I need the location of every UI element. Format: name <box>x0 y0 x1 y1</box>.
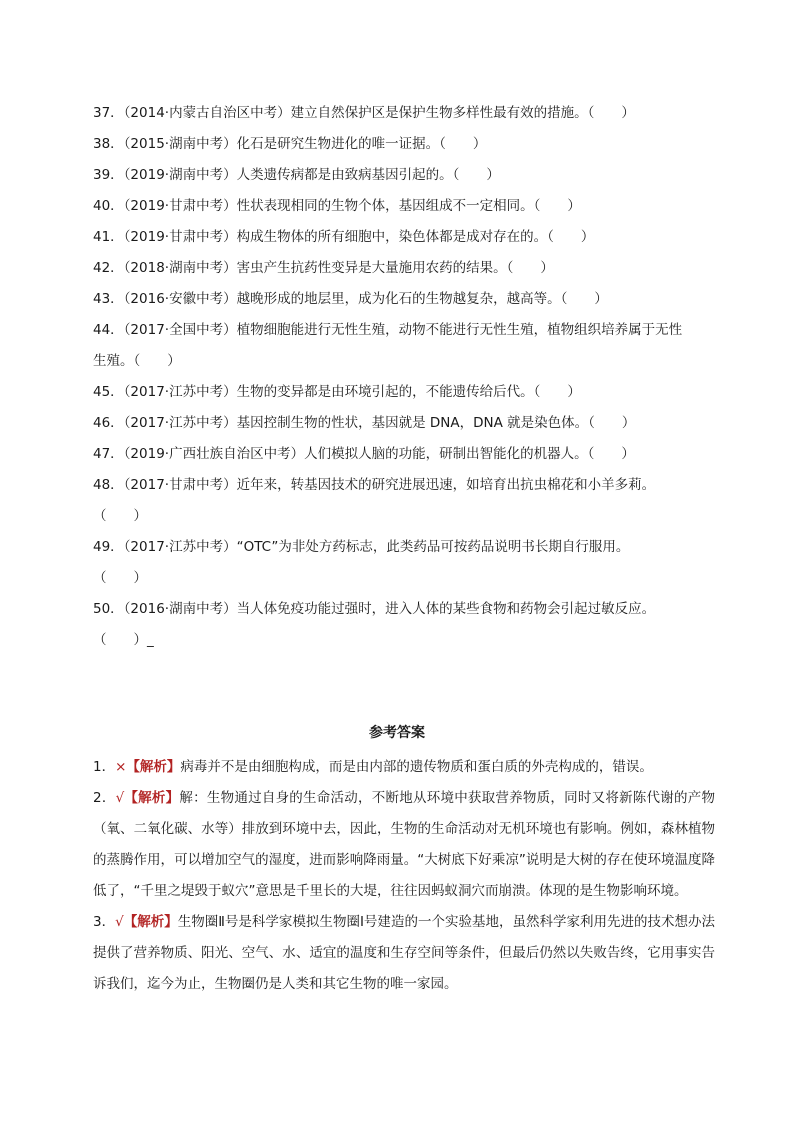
question-text: 人们模拟人脑的功能，研制出智能化的机器人。（ ） <box>304 446 635 462</box>
question-48 <box>93 470 713 501</box>
question-source: （2018·湖南中考） <box>123 260 237 276</box>
question-41 <box>93 222 713 253</box>
question-45 <box>93 377 713 408</box>
question-number: 39． <box>93 167 124 183</box>
question-source: （2015·湖南中考） <box>123 136 237 152</box>
question-text: 建立自然保护区是保护生物多样性最有效的措施。（ ） <box>290 105 635 121</box>
question-46 <box>93 408 713 439</box>
question-50-continuation: （ ）_ <box>93 632 154 648</box>
question-text: 近年来，转基因技术的研究进展迅速，如培育出抗虫棉花和小羊多莉。 <box>236 477 656 493</box>
question-source: （2017·甘肃中考） <box>123 477 237 493</box>
question-source: （2017·全国中考） <box>123 322 237 338</box>
question-39 <box>93 160 713 191</box>
question-text: 植物细胞能进行无性生殖，动物不能进行无性生殖，植物组织培养属于无性 <box>236 322 683 338</box>
answer-3 <box>93 907 715 1000</box>
question-44-continuation: 生殖。（ ） <box>93 353 181 369</box>
analysis-tag: 【解析】 <box>123 914 178 930</box>
question-source: （2019·湖南中考） <box>123 167 237 183</box>
question-source: （2016·安徽中考） <box>123 291 237 307</box>
question-source: （2016·湖南中考） <box>123 601 237 617</box>
question-number: 43． <box>93 291 124 307</box>
question-text: “OTC”为非处方药标志，此类药品可按药品说明书长期自行服用。 <box>236 539 630 555</box>
question-49-continuation: （ ） <box>93 570 147 586</box>
question-text: 生物的变异都是由环境引起的，不能遗传给后代。（ ） <box>236 384 581 400</box>
question-40 <box>93 191 713 222</box>
question-47 <box>93 439 713 470</box>
question-text: 基因控制生物的性状，基因就是 DNA，DNA 就是染色体。（ ） <box>236 415 636 431</box>
question-number: 40． <box>93 198 124 214</box>
question-number: 50． <box>93 601 124 617</box>
question-37 <box>93 98 713 129</box>
answer-text: 解：生物通过自身的生命活动，不断地从环境中获取营养物质，同时又将新陈代谢的产物（氧、二氧化碳、水等）排放到环境中去，因此，生物的生命活动对无机环境也有影响。例如，森林植物的蒸腾作用，可以增加空气的湿度，进而影响降雨量。“大树底下好乘凉”说明是大树的存在使环境温度降低了，“千里之堤毁于蚁穴”意思是千里长的大堤，往往因蚂蚁洞穴而崩溃。体现的是生物影响环境。 <box>93 790 716 899</box>
question-number: 41． <box>93 229 124 245</box>
answer-number: 3． <box>93 914 116 930</box>
question-43 <box>93 284 713 315</box>
question-number: 37． <box>93 105 124 121</box>
question-number: 38． <box>93 136 124 152</box>
answer-number: 2． <box>93 790 116 806</box>
question-list <box>93 98 713 656</box>
question-source: （2017·江苏中考） <box>123 539 237 555</box>
question-49 <box>93 532 713 563</box>
answer-text: 生物圈Ⅱ号是科学家模拟生物圈Ⅰ号建造的一个实验基地，虽然科学家利用先进的技术想办法提供了营养物质、阳光、空气、水、适宜的温度和生存空间等条件，但最后仍然以失败告终，它用事实告诉我们，迄今为止，生物圈仍是人类和其它生物的唯一家园。 <box>93 914 716 992</box>
answer-list <box>93 752 715 1000</box>
question-source: （2014·内蒙古自治区中考） <box>123 105 291 121</box>
question-38 <box>93 129 713 160</box>
question-source: （2017·江苏中考） <box>123 415 237 431</box>
question-number: 48． <box>93 477 124 493</box>
question-text: 越晚形成的地层里，成为化石的生物越复杂，越高等。（ ） <box>236 291 608 307</box>
answer-text: 病毒并不是由细胞构成，而是由内部的遗传物质和蛋白质的外壳构成的，错误。 <box>180 759 653 775</box>
answer-2 <box>93 783 715 907</box>
answer-number: 1． <box>93 759 116 775</box>
analysis-tag: 【解析】 <box>126 759 181 775</box>
question-text: 化石是研究生物进化的唯一证据。（ ） <box>236 136 487 152</box>
question-source: （2019·甘肃中考） <box>123 229 237 245</box>
question-text: 构成生物体的所有细胞中，染色体都是成对存在的。（ ） <box>236 229 595 245</box>
analysis-tag: 【解析】 <box>124 790 180 806</box>
question-50 <box>93 594 713 625</box>
answer-mark: √ <box>115 914 124 930</box>
question-source: （2019·甘肃中考） <box>123 198 237 214</box>
question-source: （2017·江苏中考） <box>123 384 237 400</box>
question-text: 当人体免疫功能过强时，进入人体的某些食物和药物会引起过敏反应。 <box>236 601 656 617</box>
question-number: 44． <box>93 322 124 338</box>
question-number: 49． <box>93 539 124 555</box>
question-48-continuation: （ ） <box>93 508 147 524</box>
question-number: 45． <box>93 384 124 400</box>
question-number: 47． <box>93 446 124 462</box>
question-number: 46． <box>93 415 124 431</box>
question-42 <box>93 253 713 284</box>
question-text: 人类遗传病都是由致病基因引起的。（ ） <box>236 167 500 183</box>
answer-1 <box>93 752 715 783</box>
question-number: 42． <box>93 260 124 276</box>
question-44 <box>93 315 713 346</box>
question-text: 害虫产生抗药性变异是大量施用农药的结果。（ ） <box>236 260 554 276</box>
answer-mark: √ <box>115 790 125 806</box>
answer-mark: × <box>115 759 127 775</box>
answers-heading: 参考答案 <box>369 725 425 741</box>
question-text: 性状表现相同的生物个体，基因组成不一定相同。（ ） <box>236 198 581 214</box>
question-source: （2019·广西壮族自治区中考） <box>123 446 305 462</box>
